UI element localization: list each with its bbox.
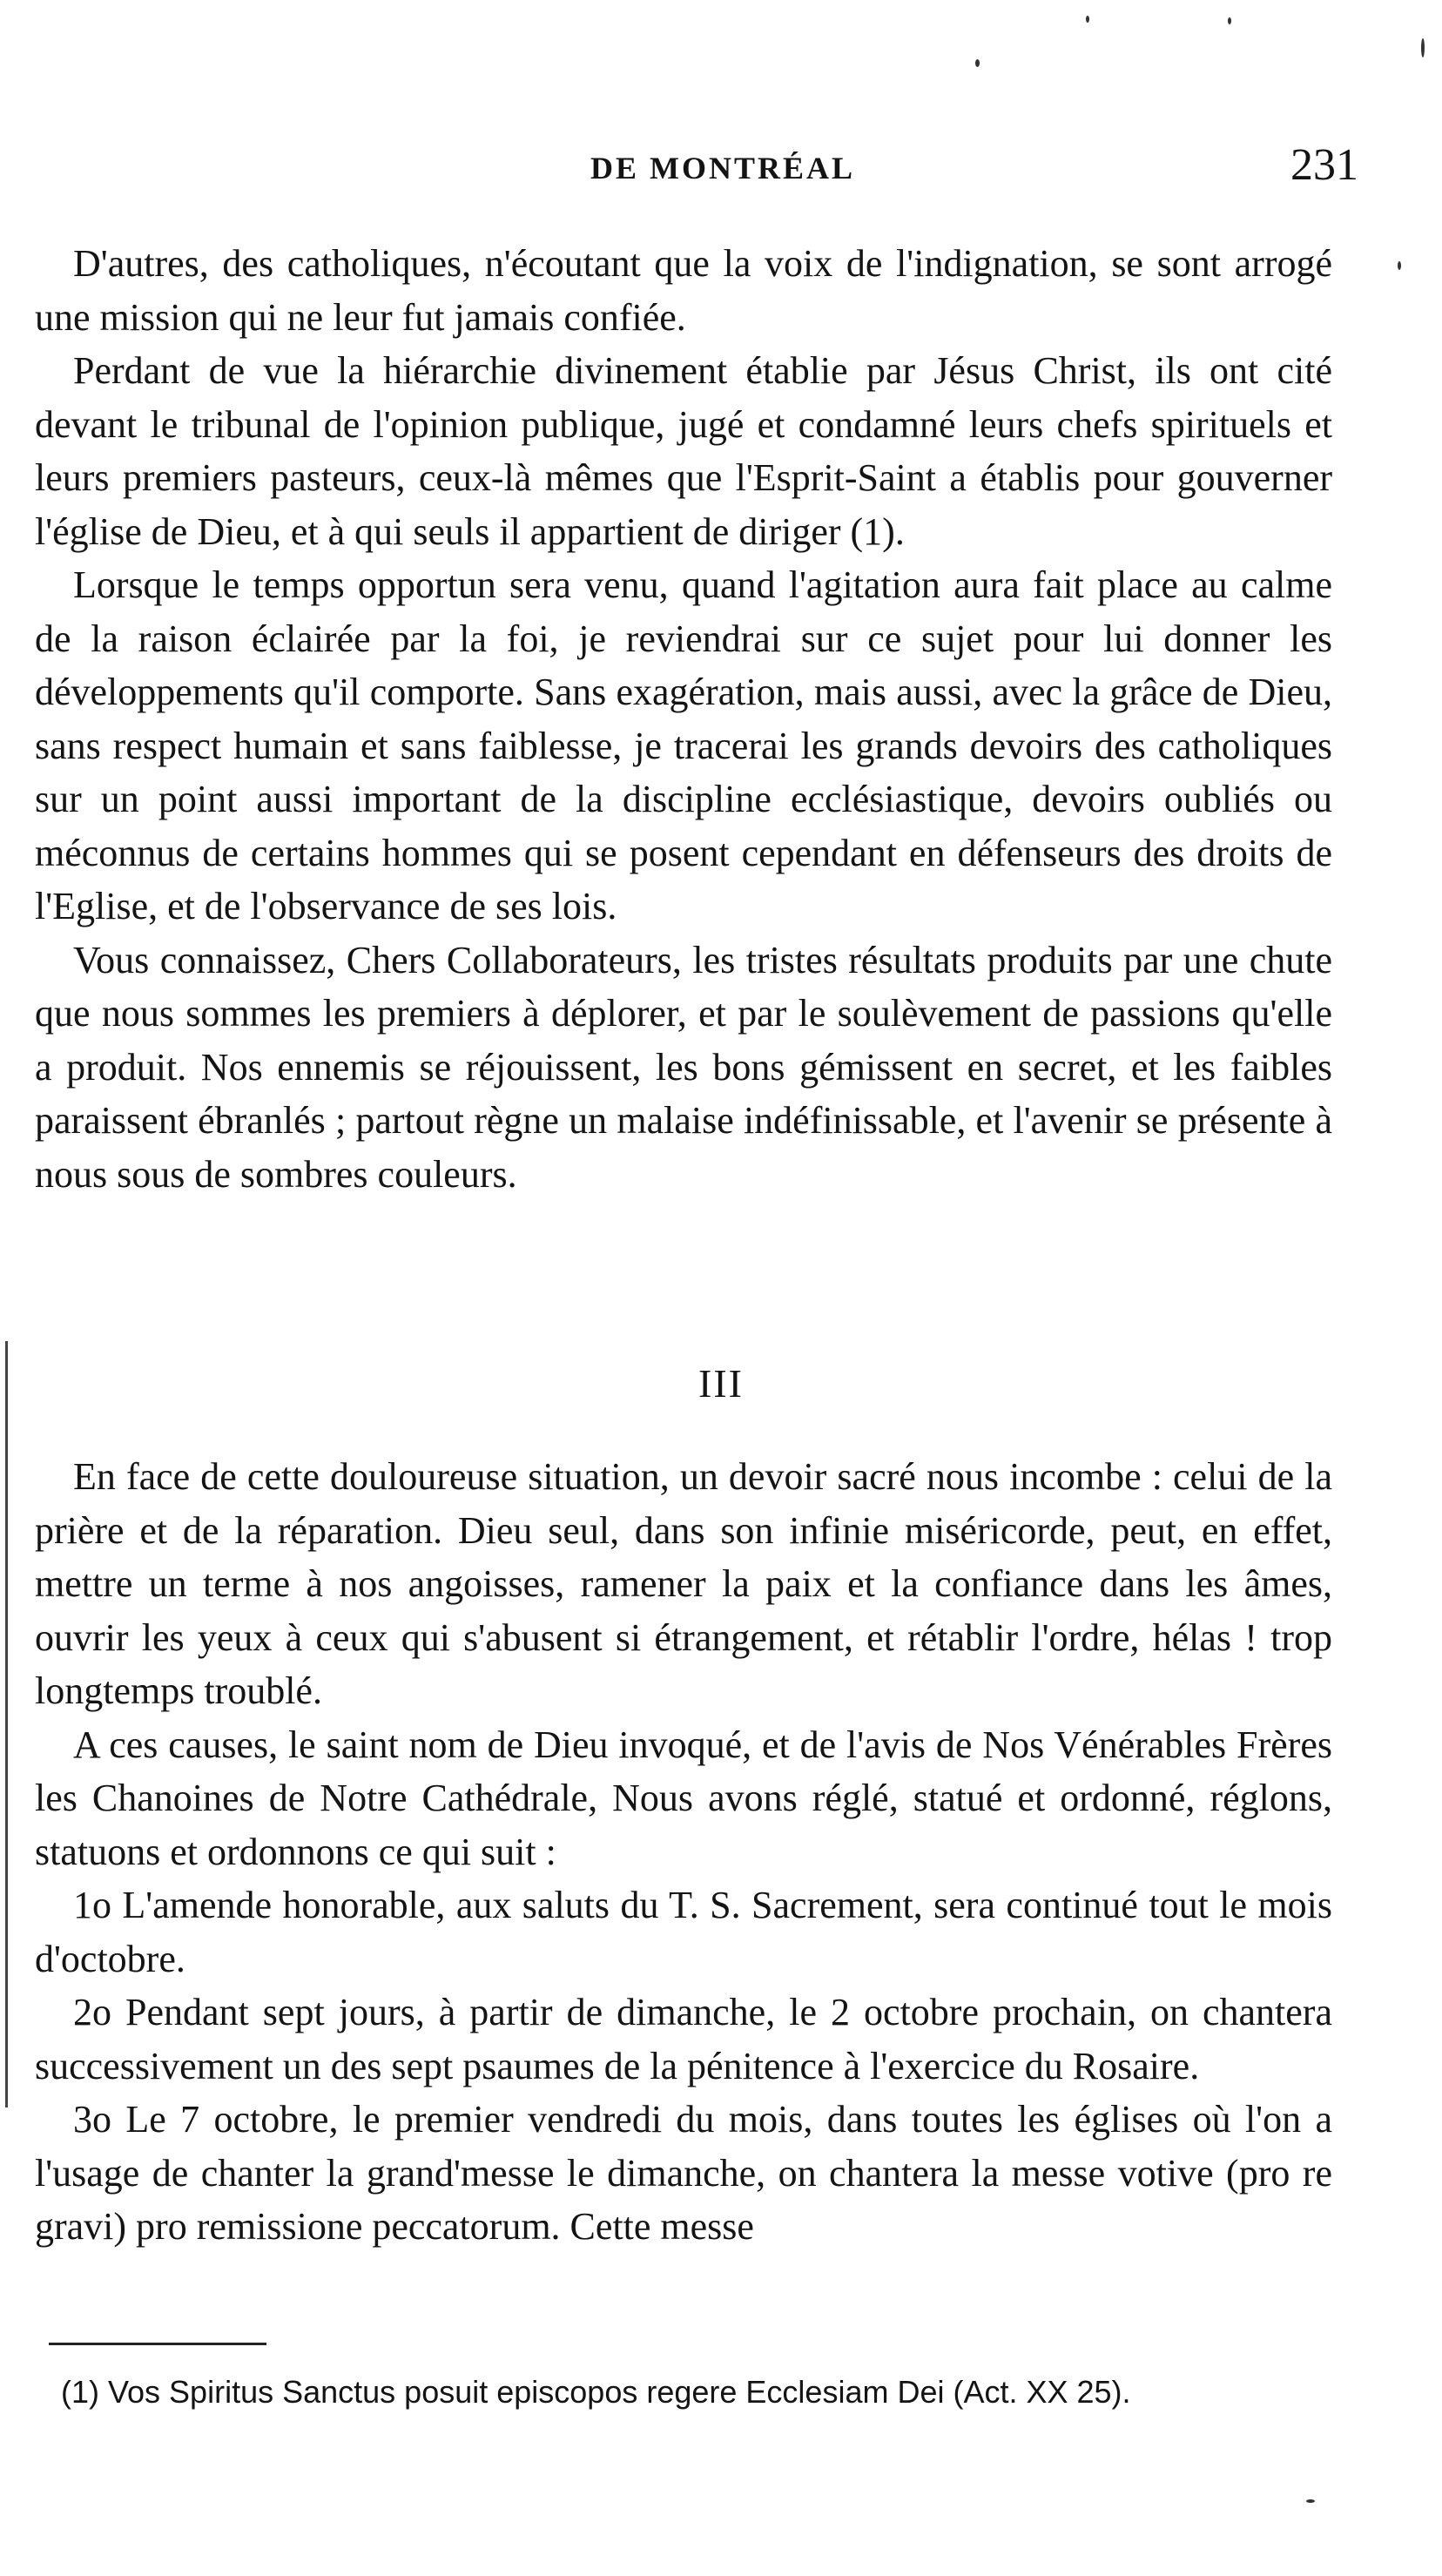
scan-speck bbox=[975, 59, 980, 67]
paragraph: 1o L'amende honorable, aux saluts du T. S. Sacrement, sera continué tout le mois d'octobre. bbox=[35, 1884, 1332, 1980]
paragraph: 2o Pendant sept jours, à partir de dimanche, le 2 octobre prochain, on chantera successivement un des sept psaumes de la pénitence à l'exercice du Rosaire. bbox=[35, 1991, 1332, 2087]
scan-speck bbox=[1086, 16, 1089, 23]
body-text-after-section bbox=[35, 1450, 1332, 2254]
paragraph: D'autres, des catholiques, n'écoutant que la voix de l'indignation, se sont arrogé une mission qui ne leur fut jamais confiée. bbox=[35, 242, 1332, 339]
page-number: 231 bbox=[1290, 140, 1358, 190]
scan-speck bbox=[1421, 38, 1425, 57]
running-header-title: DE MONTRÉAL bbox=[590, 151, 856, 185]
footnote: (1) Vos Spiritus Sanctus posuit episcopos regere Ecclesiam Dei (Act. XX 25). bbox=[61, 2374, 1131, 2410]
section-heading-numeral: III bbox=[698, 1361, 744, 1406]
scan-speck bbox=[1306, 2499, 1315, 2503]
scan-speck bbox=[1398, 261, 1401, 270]
paragraph: A ces causes, le saint nom de Dieu invoqué, et de l'avis de Nos Vénérables Frères les Chanoines de Notre Cathédrale, Nous avons réglé, statué et ordonné, réglons, statuons et ordonnons ce qui suit : bbox=[35, 1723, 1332, 1873]
paragraph: En face de cette douloureuse situation, un devoir sacré nous incombe : celui de la prière et de la réparation. Dieu seul, dans son infinie miséricorde, peut, en effet, mettre un terme à nos angoisses, ramener la paix et la confiance dans les âmes, ouvrir les yeux à ceux qui s'abusent si étrangement, et rétablir l'ordre, hélas ! trop longtemps troublé. bbox=[35, 1455, 1332, 1712]
body-text-before-section bbox=[35, 237, 1332, 1201]
paragraph: Perdant de vue la hiérarchie divinement établie par Jésus Christ, ils ont cité devant le tribunal de l'opinion publique, jugé et condamné leurs chefs spirituels et leurs premiers pasteurs, ceux-là mêmes que l'Esprit-Saint a établis pour gouverner l'église de Dieu, et à qui seuls il appartient de diriger (1). bbox=[35, 349, 1332, 553]
margin-rule bbox=[5, 1341, 8, 2107]
paragraph: Lorsque le temps opportun sera venu, quand l'agitation aura fait place au calme de la raison éclairée par la foi, je reviendrai sur ce sujet pour lui donner les développements qu'il comporte. Sans exagération, mais aussi, avec la grâce de Dieu, sans respect humain et sans faiblesse, je tracerai les grands devoirs des catholiques sur un point aussi important de la discipline ecclésiastique, devoirs oubliés ou méconnus de certains hommes qui se posent cependant en défenseurs des droits de l'Eglise, et de l'observance de ses lois. bbox=[35, 563, 1332, 927]
footnote-separator bbox=[49, 2343, 266, 2345]
paragraph: 3o Le 7 octobre, le premier vendredi du mois, dans toutes les églises où l'on a l'usage de chanter la grand'messe le dimanche, on chantera la messe votive (pro re gravi) pro remissione peccatorum. Cette messe bbox=[35, 2098, 1332, 2248]
paragraph: Vous connaissez, Chers Collaborateurs, les tristes résultats produits par une chute que nous sommes les premiers à déplorer, et par le soulèvement de passions qu'elle a produit. Nos ennemis se réjouissent, les bons gémissent en secret, et les faibles paraissent ébranlés ; partout règne un malaise indéfinissable, et l'avenir se présente à nous sous de sombres couleurs. bbox=[35, 938, 1332, 1196]
scan-speck bbox=[1228, 17, 1231, 24]
